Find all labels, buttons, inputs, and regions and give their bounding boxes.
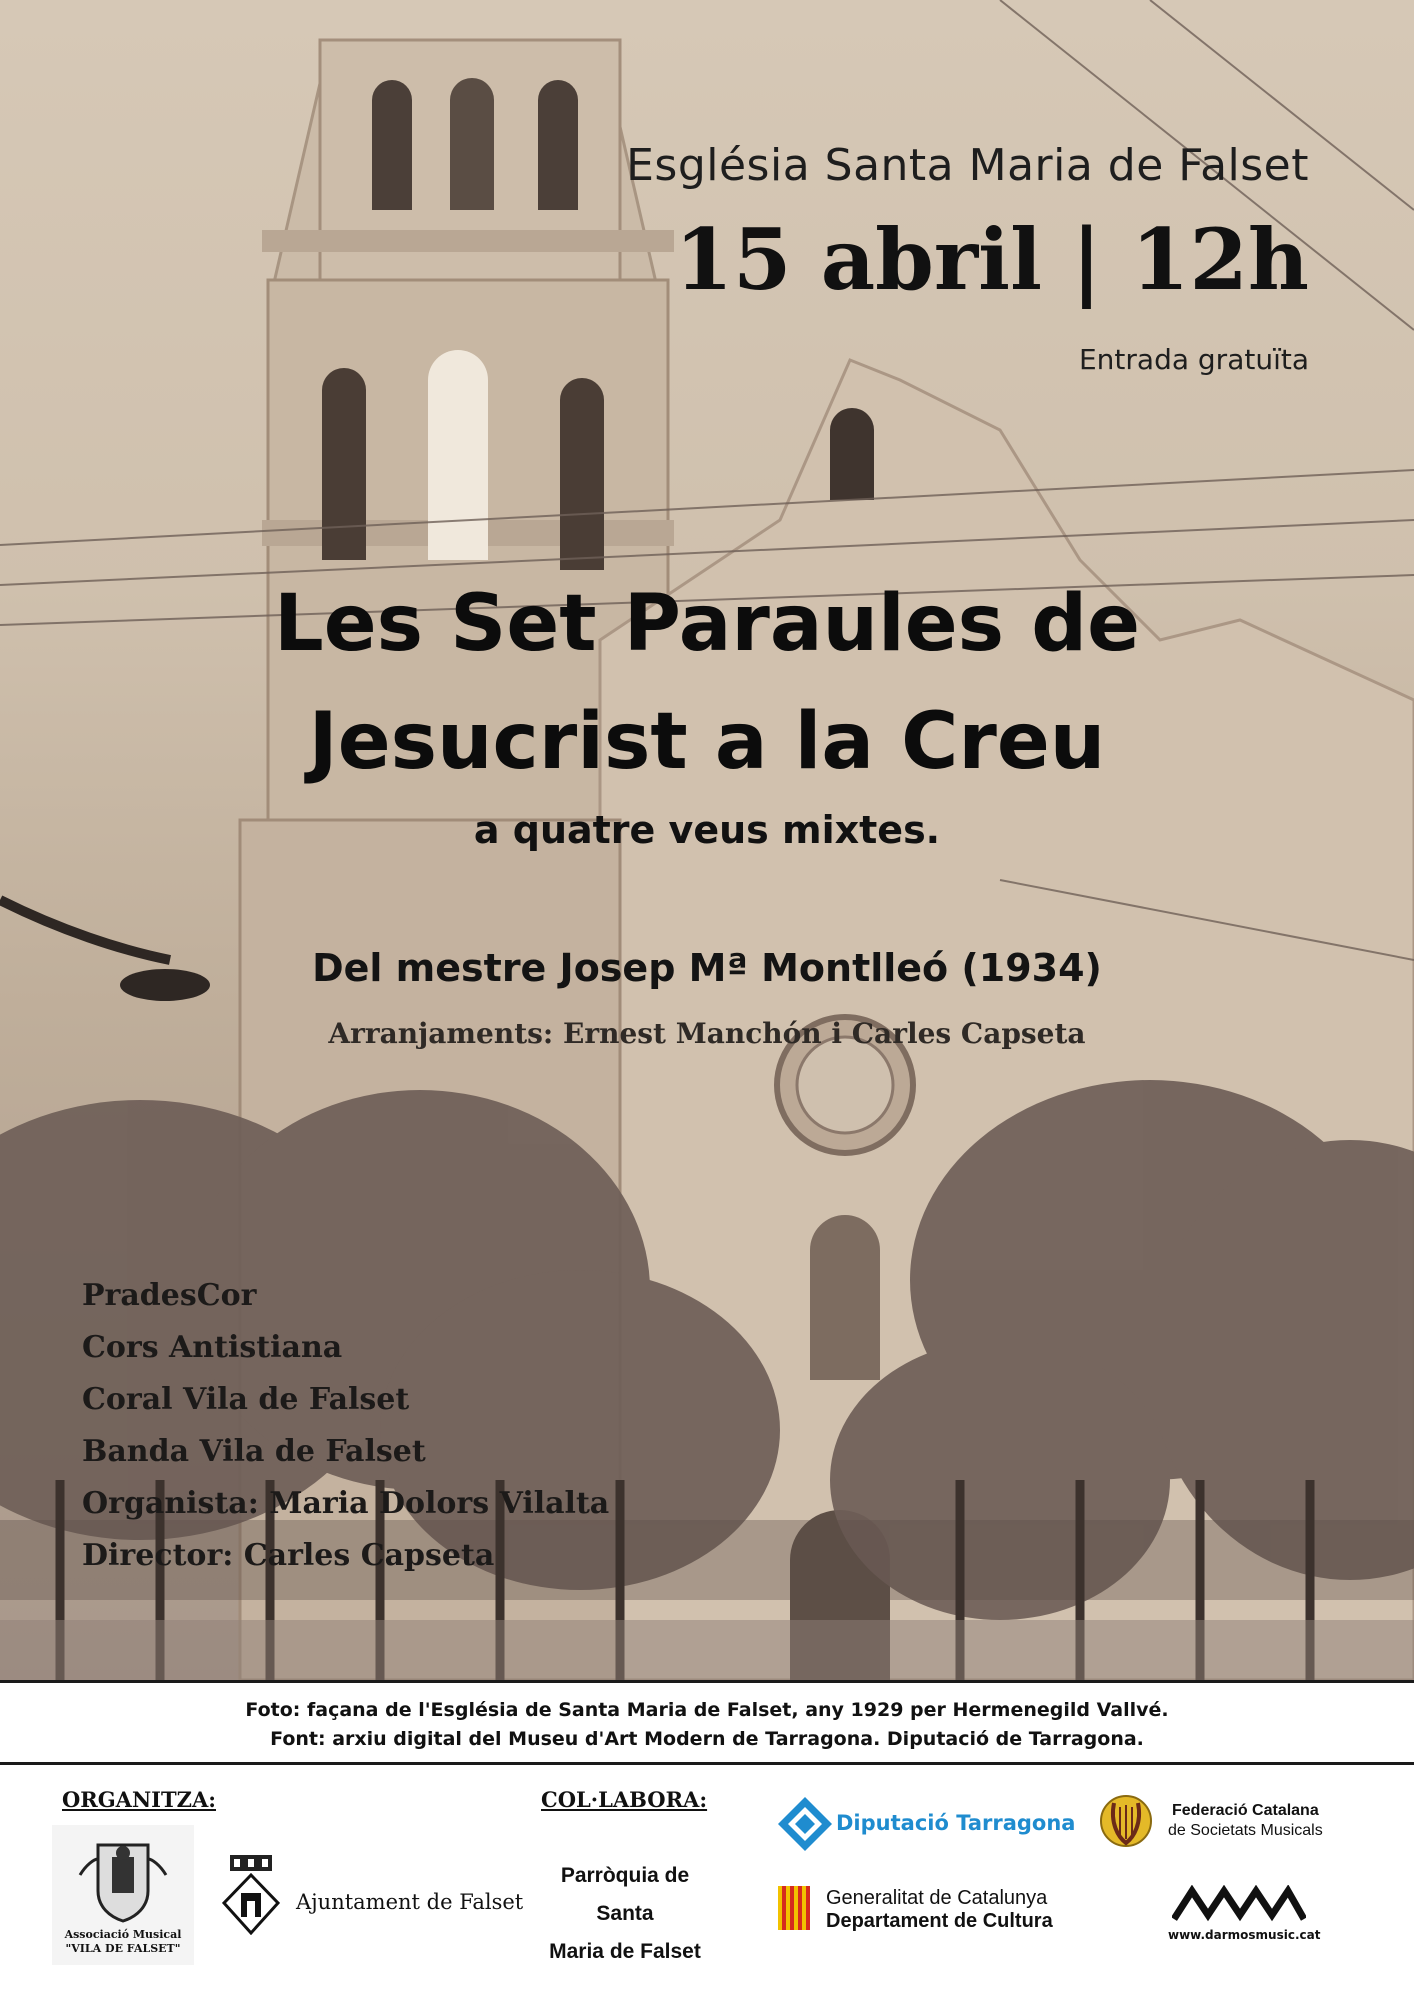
federacio-line-2: de Societats Musicals: [1168, 1822, 1323, 1839]
entry-note: Entrada gratuïta: [1078, 343, 1309, 376]
organitza-label: ORGANITZA:: [62, 1787, 216, 1812]
diputacio-name: Diputació Tarragona: [836, 1811, 1076, 1835]
performer-item: Coral Vila de Falset: [82, 1382, 410, 1417]
generalitat-senyera-icon: [778, 1886, 810, 1930]
generalitat-line-2: Departament de Cultura: [826, 1910, 1053, 1932]
diputacio-diamond-icon: [776, 1795, 834, 1853]
concert-title-line-1: Les Set Paraules de: [274, 579, 1140, 669]
venue-name: Església Santa Maria de Falset: [626, 140, 1309, 191]
arrangers-line: Arranjaments: Ernest Manchón i Carles Capseta: [328, 1017, 1086, 1050]
performer-item: Cors Antistiana: [82, 1330, 343, 1365]
ajuntament-name: Ajuntament de Falset: [296, 1890, 524, 1914]
performer-item: Banda Vila de Falset: [82, 1434, 426, 1469]
composer-line: Del mestre Josep Mª Montlleó (1934): [312, 946, 1102, 990]
association-name-line-2: "VILA DE FALSET": [65, 1942, 181, 1955]
concert-title: [0, 565, 1414, 801]
sponsors-section: [0, 1765, 1414, 2000]
associacio-musical-logo: [52, 1825, 194, 1965]
parroquia-line-1: Parròquia de Santa: [560, 1864, 690, 1925]
photo-credits: [0, 1680, 1414, 1762]
performers-list: [82, 1270, 609, 1582]
concert-title-line-2: Jesucrist a la Creu: [308, 697, 1106, 787]
ajuntament-falset-shield-icon: [222, 1855, 280, 1935]
federacio-lyre-icon: [1100, 1793, 1152, 1849]
photo-credit-line-1: Foto: façana de l'Església de Santa Maria de Falset, any 1929 per Hermenegild Vallvé.: [245, 1699, 1169, 1721]
association-name-line-1: Associació Musical: [64, 1928, 182, 1941]
event-date-time: 15 abril | 12h: [674, 210, 1309, 309]
darmos-music-logo-icon: [1172, 1885, 1306, 1923]
photo-credit-line-2: Font: arxiu digital del Museu d'Art Modern de Tarragona. Diputació de Tarragona.: [270, 1728, 1144, 1750]
performer-item: PradesCor: [82, 1278, 257, 1313]
parroquia-text: [530, 1857, 720, 1971]
collabora-label: COL·LABORA:: [541, 1787, 708, 1812]
generalitat-line-1: Generalitat de Catalunya: [826, 1887, 1048, 1909]
performer-item: Director: Carles Capseta: [82, 1538, 495, 1573]
concert-subtitle: a quatre veus mixtes.: [473, 808, 941, 852]
parroquia-line-2: Maria de Falset: [549, 1940, 701, 1963]
federacio-line-1: Federació Catalana: [1172, 1802, 1319, 1819]
performer-item: Organista: Maria Dolors Vilalta: [82, 1486, 610, 1521]
generalitat-text: [826, 1887, 1053, 1933]
federacio-text: [1168, 1801, 1323, 1841]
darmos-url: www.darmosmusic.cat: [1168, 1928, 1321, 1942]
